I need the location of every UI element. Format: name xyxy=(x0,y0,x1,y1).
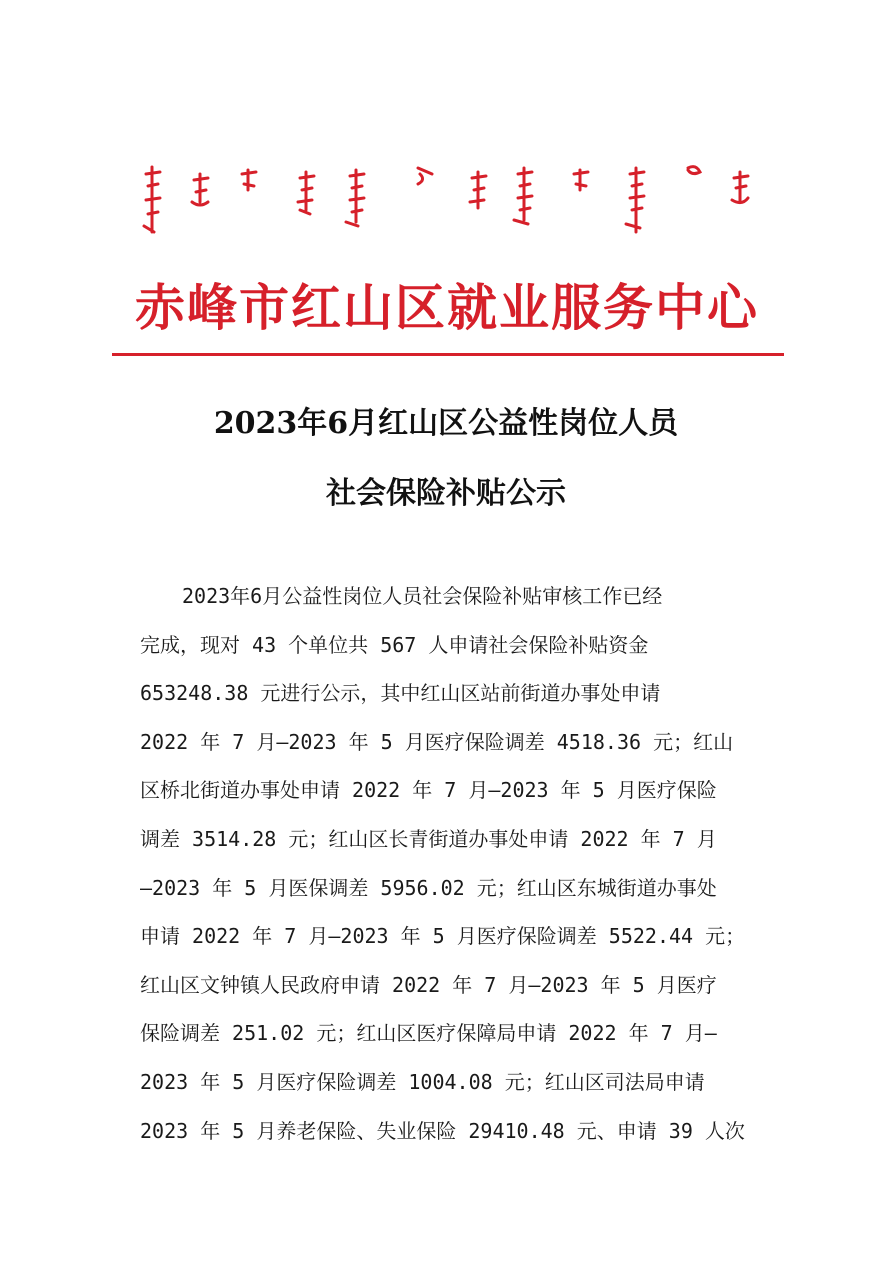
body-line: 2023 年 5 月医疗保险调差 1004.08 元；红山区司法局申请 xyxy=(140,1069,705,1094)
body-line: 2022 年 7 月—2023 年 5 月医疗保险调差 4518.36 元；红山 xyxy=(140,729,734,754)
document-title-line2: 社会保险补贴公示 xyxy=(326,476,566,511)
mongolian-script-graphic xyxy=(140,162,760,242)
body-line: 区桥北街道办事处申请 2022 年 7 月—2023 年 5 月医疗保险 xyxy=(140,778,717,803)
body-line: —2023 年 5 月医保调差 5956.02 元；红山区东城街道办事处 xyxy=(140,875,717,900)
body-line: 调差 3514.28 元；红山区长青街道办事处申请 2022 年 7 月 xyxy=(140,826,717,851)
organization-name: 赤峰市红山区就业服务中心 xyxy=(135,279,759,337)
notice-body xyxy=(140,572,770,1155)
body-line: 2023 年 5 月养老保险、失业保险 29410.48 元、申请 39 人次 xyxy=(140,1118,745,1143)
body-line: 完成，现对 43 个单位共 567 人申请社会保险补贴资金 xyxy=(140,632,649,657)
body-line: 653248.38 元进行公示，其中红山区站前街道办事处申请 xyxy=(140,681,661,706)
document-title-line1: 2023年6月红山区公益性岗位人员 xyxy=(213,406,679,441)
body-line: 红山区文钟镇人民政府申请 2022 年 7 月—2023 年 5 月医疗 xyxy=(140,972,717,997)
mongolian-script-header xyxy=(140,162,760,242)
body-line: 申请 2022 年 7 月—2023 年 5 月医疗保险调差 5522.44 元； xyxy=(140,924,746,949)
body-line: 保险调差 251.02 元；红山区医疗保障局申请 2022 年 7 月— xyxy=(140,1021,717,1046)
body-line: 2023年6月公益性岗位人员社会保险补贴审核工作已经 xyxy=(182,584,663,608)
red-divider xyxy=(112,353,784,356)
